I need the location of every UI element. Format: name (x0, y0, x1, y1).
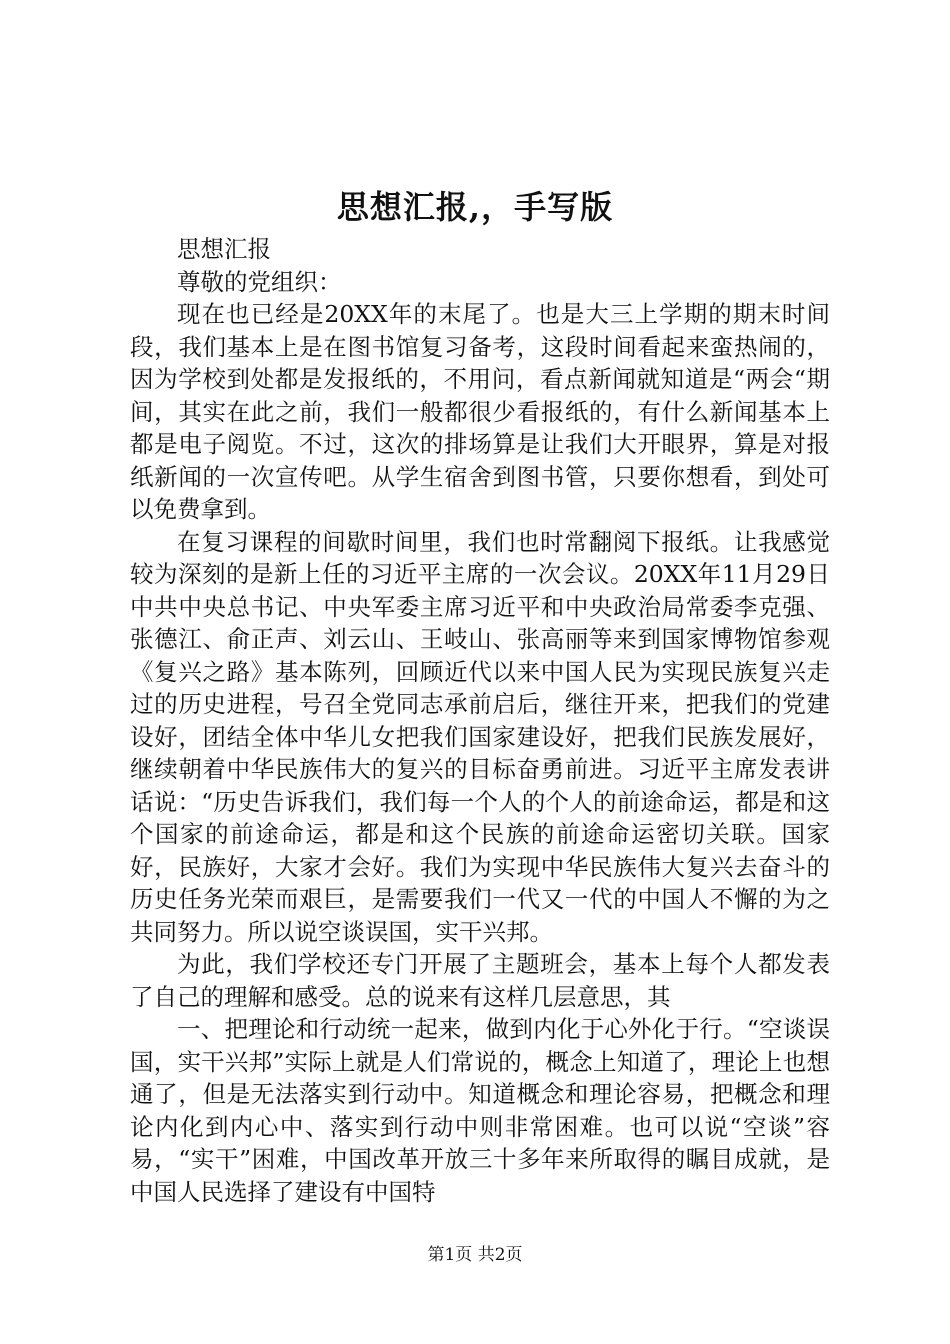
paragraph-4: 一、把理论和行动统一起来，做到内化于心外化于行。“空谈误国，实干兴邦”实际上就是人们常说的，概念上知道了，理论上也想通了，但是无法落实到行动中。知道概念和理论容易，把概念和理论内化到内心中、落实到行动中则非常困难。也可以说“空谈”容易，“实干”困难，中国改革开放三十多年来所取得的瞩目成就，是中国人民选择了建设有中国特 (130, 1015, 830, 1206)
page-title: 思想汇报,，手写版 (336, 188, 614, 226)
paragraph-1: 现在也已经是20XX年的末尾了。也是大三上学期的期末时间段，我们基本上是在图书馆复习备考，这段时间看起来蛮热闹的，因为学校到处都是发报纸的，不用问，看点新闻就知道是“两会“期间，其实在此之前，我们一般都很少看报纸的，有什么新闻基本上都是电子阅览。不过，这次的排场算是让我们大开眼界，算是对报纸新闻的一次宣传吧。从学生宿舍到图书管，只要你想看，到处可以免费拿到。 (130, 300, 830, 523)
paragraph-2: 在复习课程的间歇时间里，我们也时常翻阅下报纸。让我感觉较为深刻的是新上任的习近平主席的一次会议。20XX年11月29日中共中央总书记、中央军委主席习近平和中央政治局常委李克强、张德江、俞正声、刘云山、王岐山、张高丽等来到国家博物馆参观《复兴之路》基本陈列，回顾近代以来中国人民为实现民族复兴走过的历史进程，号召全党同志承前启后，继往开来，把我们的党建设好，团结全体中华儿女把我们国家建设好，把我们民族发展好，继续朝着中华民族伟大的复兴的目标奋勇前进。习近平主席发表讲话说：“历史告诉我们，我们每一个人的个人的前途命运，都是和这个国家的前途命运，都是和这个民族的前途命运密切关联。国家好，民族好，大家才会好。我们为实现中华民族伟大复兴去奋斗的历史任务光荣而艰巨，是需要我们一代又一代的中国人不懈的为之共同努力。所以说空谈误国，实干兴邦。 (130, 527, 830, 946)
page-footer: 第1页 共2页 (427, 1245, 523, 1265)
document-body (130, 233, 830, 1208)
paragraph-salutation: 尊敬的党组织： (177, 267, 342, 296)
paragraph-heading: 思想汇报 (177, 235, 271, 263)
paragraph-3: 为此，我们学校还专门开展了主题班会，基本上每个人都发表了自己的理解和感受。总的说来有这样几层意思，其 (130, 950, 830, 1011)
